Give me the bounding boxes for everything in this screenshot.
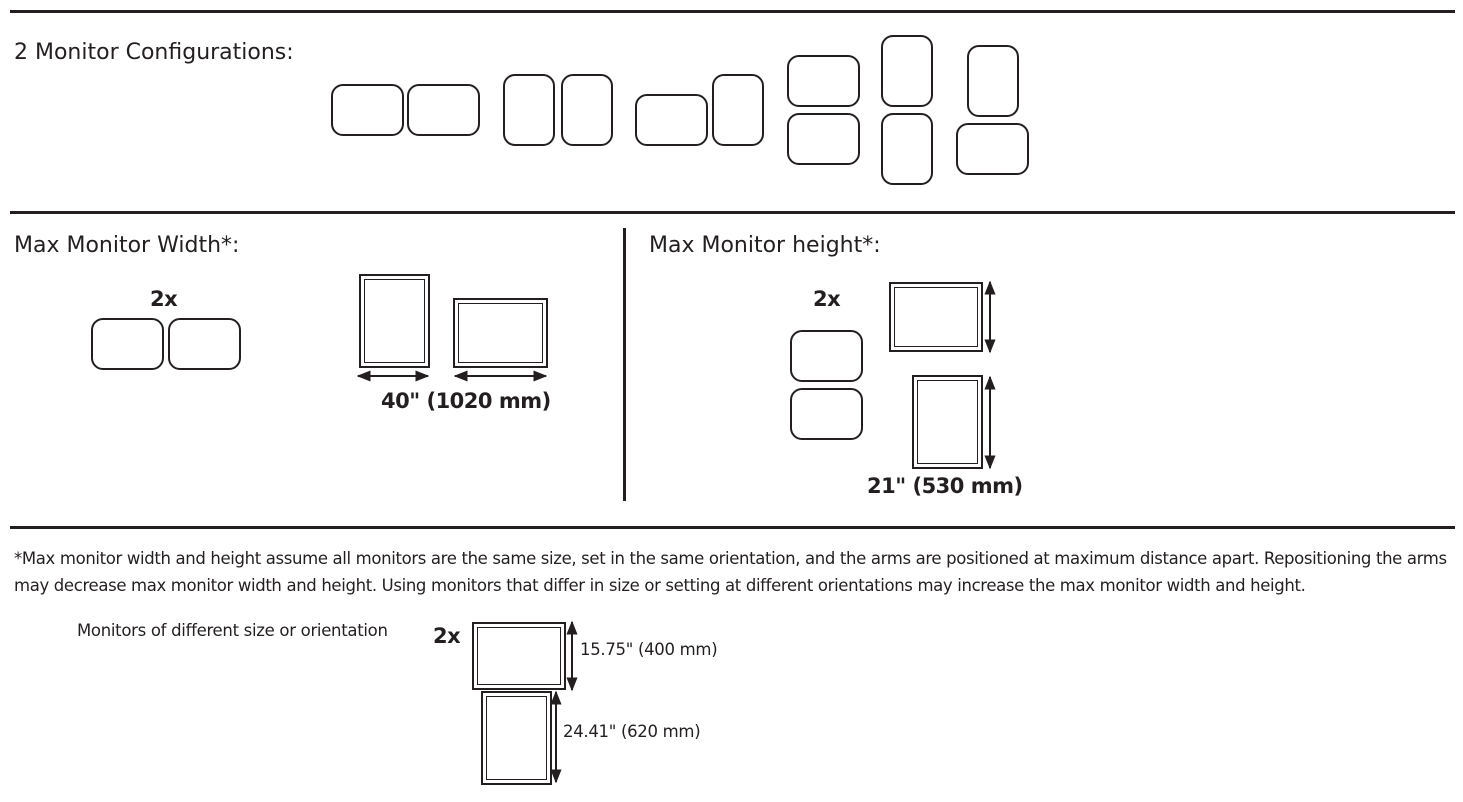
max-height-title: Max Monitor height*: (649, 233, 881, 258)
monitor-landscape (790, 388, 863, 440)
max-width-multiplier: 2x (150, 287, 178, 311)
monitor-portrait (967, 45, 1019, 117)
portrait-dimension: 24.41" (620 mm) (563, 722, 701, 741)
monitor-landscape (331, 84, 404, 136)
monitor-frame-portrait (359, 274, 430, 368)
top-rule (10, 10, 1455, 13)
column-divider (623, 228, 626, 501)
configs-bottom-rule (10, 211, 1455, 214)
different-multiplier: 2x (433, 624, 461, 648)
monitor-landscape (787, 113, 860, 165)
landscape-dimension: 15.75" (400 mm) (580, 640, 718, 659)
monitor-portrait (712, 74, 764, 146)
monitor-landscape (787, 55, 860, 107)
max-height-dimension: 21" (530 mm) (867, 474, 1023, 498)
footnote: *Max monitor width and height assume all monitors are the same size, set in the same orientation, and the arms are positioned at maximum distance apart. Repositioning the arms may decrease max monitor width and height. Using monitors that differ in size or setting at different orientations may increase the max monitor width and height. (14, 549, 1447, 595)
monitor-landscape (91, 318, 164, 370)
monitor-landscape (407, 84, 480, 136)
monitor-frame-landscape (453, 298, 548, 368)
sizes-bottom-rule (10, 526, 1455, 529)
monitor-landscape (956, 123, 1029, 175)
monitor-landscape (168, 318, 241, 370)
monitor-frame-landscape (472, 622, 566, 690)
max-width-title: Max Monitor Width*: (14, 233, 240, 258)
monitor-portrait (881, 35, 933, 107)
monitor-landscape (790, 330, 863, 382)
max-width-dimension: 40" (1020 mm) (381, 389, 551, 413)
monitor-portrait (503, 74, 555, 146)
max-height-multiplier: 2x (813, 287, 841, 311)
monitor-landscape (635, 94, 708, 146)
monitor-frame-portrait (481, 691, 552, 785)
monitor-portrait (881, 113, 933, 185)
different-monitors-label: Monitors of different size or orientation (77, 621, 388, 640)
monitor-frame-landscape (889, 282, 983, 352)
configurations-title: 2 Monitor Configurations: (14, 40, 294, 65)
monitor-portrait (561, 74, 613, 146)
monitor-frame-portrait (912, 375, 983, 469)
